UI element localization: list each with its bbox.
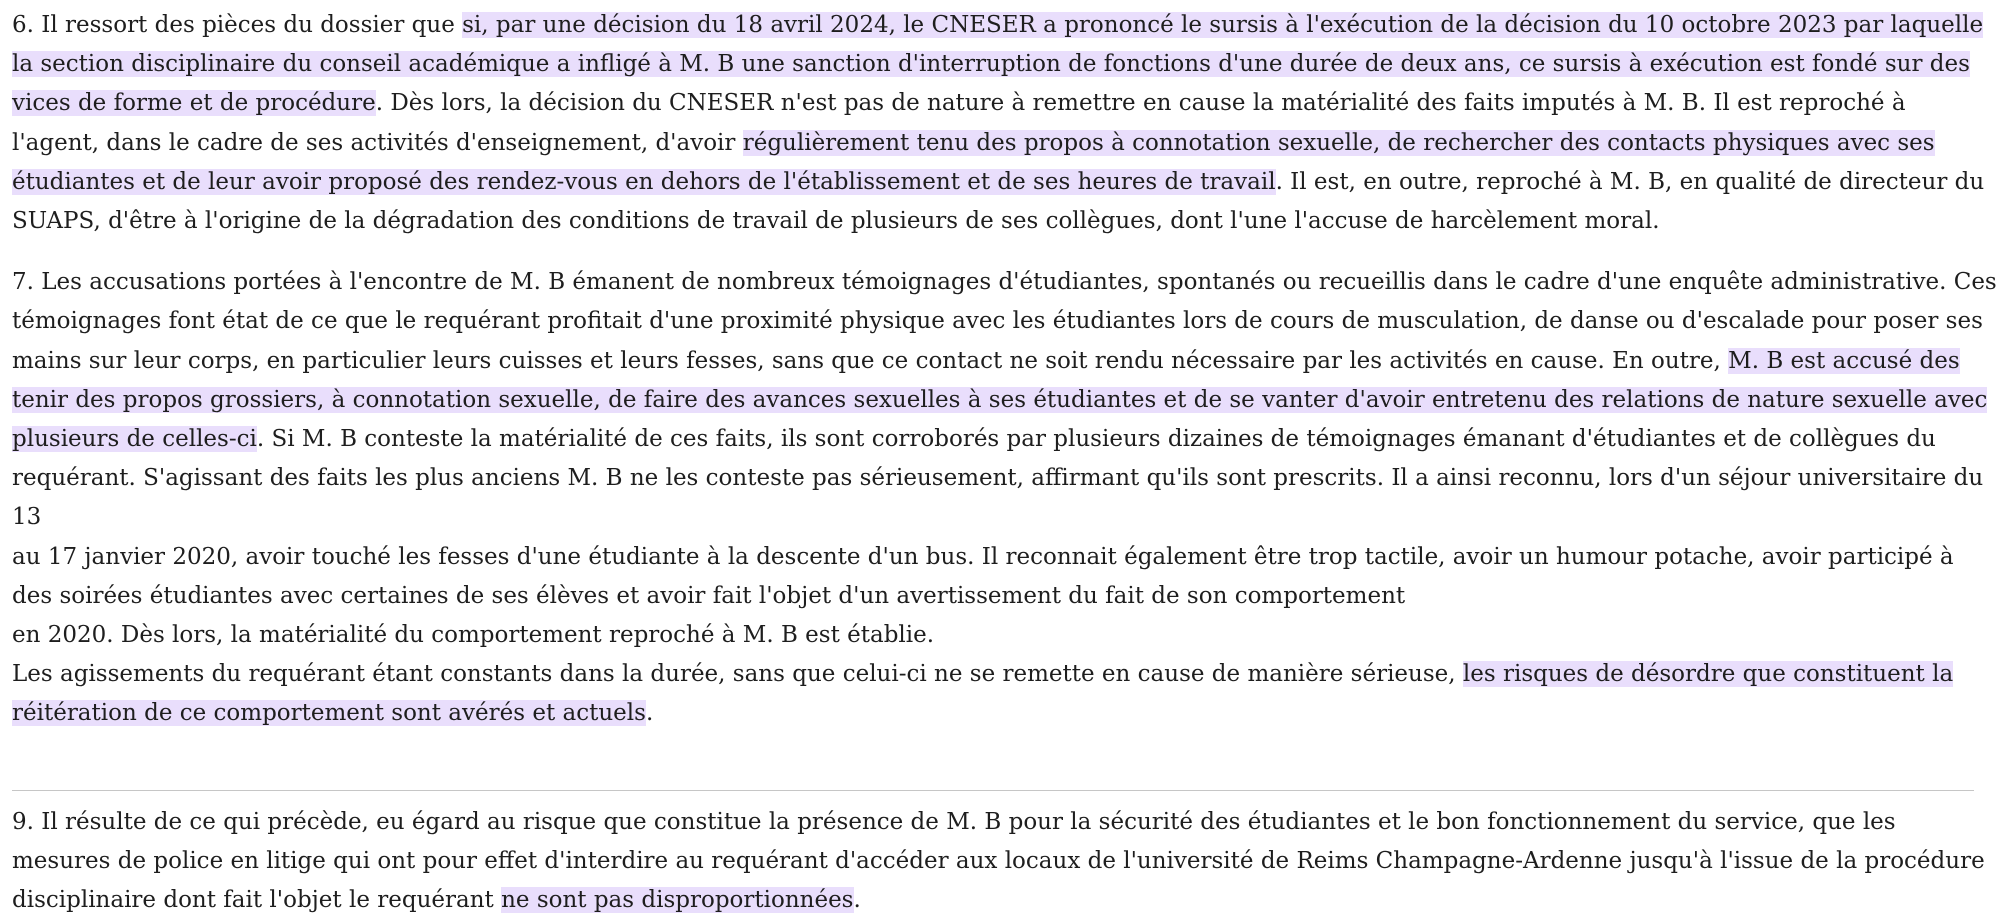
paragraph-7-highlight-1: M. B est accusé des tenir des propos grossiers, à connotation sexuelle, de faire des avances sexuelles à ses étudiantes et de se vanter d'avoir entretenu des relations de nature sexuelle avec plusieurs de celles-ci <box>12 347 1988 453</box>
section-divider <box>12 790 1974 791</box>
paragraph-7-text-3: au 17 janvier 2020, avoir touché les fesses d'une étudiante à la descente d'un bus. Il reconnait également être trop tactile, avoir un humour potache, avoir participé à des soirées étudiantes avec certaines de ses élèves et avoir fait l'objet d'un avertissement du fait de son comportement <box>12 543 1954 609</box>
paragraph-9-text-2: . <box>853 887 861 914</box>
paragraph-6-text-1: 6. Il ressort des pièces du dossier que <box>12 12 463 38</box>
paragraph-6-highlight-1: si, par une décision du 18 avril 2024, le CNESER a prononcé le sursis à l'exécution de la décision du 10 octobre 2023 par laquelle la section disciplinaire du conseil académique a infligé à M. B une sanction d'interruption de fonctions d'une durée de deux ans, ce sursis à exécution est fondé sur des vices de forme et de procédure <box>12 12 1984 117</box>
document-body <box>12 6 1997 734</box>
paragraph-7-text-6: . <box>645 700 654 727</box>
paragraph-9 <box>12 803 1987 921</box>
paragraph-9-highlight-1: ne sont pas disproportionnées <box>501 887 854 914</box>
paragraph-6-text-3: . Il est, en outre, reproché à M. B, en qualité de directeur du SUAPS, d'être à l'origine de la dégradation des conditions de travail de plusieurs de ses collègues, dont l'une l'accuse de harcèlement moral. <box>12 168 1985 235</box>
paragraph-7-text-4: en 2020. Dès lors, la matérialité du comportement reproché à M. B est établie. <box>12 622 935 649</box>
paragraph-9-text-1: 9. Il résulte de ce qui précède, eu égard au risque que constitue la présence de M. B pour la sécurité des étudiantes et le bon fonctionnement du service, que les mesures de police en litige qui ont pour effet d'interdire au requérant d'accéder aux locaux de l'université de Reims Champagne-Ardenne jusqu'à l'issue de la procédure disciplinaire dont fait l'objet le requérant <box>12 809 1985 914</box>
paragraph-7-text-1: 7. Les accusations portées à l'encontre de M. B émanent de nombreux témoignages d'étudiantes, spontanés ou recueillis dans le cadre d'une enquête administrative. Ces témoignages font état de ce que le requérant profitait d'une proximité physique avec les étudiantes lors de cours de musculation, de danse ou d'escalade pour poser ses mains sur leur corps, en particulier leurs cuisses et leurs fesses, sans que ce contact ne soit rendu nécessaire par les activités en cause. En outre, <box>12 269 1997 374</box>
paragraph-6-highlight-2: régulièrement tenu des propos à connotation sexuelle, de rechercher des contacts physiques avec ses étudiantes et de leur avoir proposé des rendez-vous en dehors de l'établissement et de ses heures de travail <box>12 129 1935 195</box>
paragraph-7-text-5: Les agissements du requérant étant constants dans la durée, sans que celui-ci ne se remette en cause de manière sérieuse, <box>12 661 1463 688</box>
paragraph-7-highlight-2: les risques de désordre que constituent la réitération de ce comportement sont avérés et actuels <box>12 661 1954 727</box>
paragraph-7-text-2: . Si M. B conteste la matérialité de ces faits, ils sont corroborés par plusieurs dizaines de témoignages émanant d'étudiantes et de collègues du requérant. S'agissant des faits les plus anciens M. B ne les conteste pas sérieusement, affirmant qu'ils sont prescrits. Il a ainsi reconnu, lors d'un séjour universitaire du 13 <box>12 426 1984 531</box>
paragraph-6-text-2: . Dès lors, la décision du CNESER n'est pas de nature à remettre en cause la matérialité des faits imputés à M. B. Il est reproché à l'agent, dans le cadre de ses activités d'enseignement, d'avoir <box>12 90 1906 156</box>
paragraph-7 <box>12 263 1997 733</box>
paragraph-6 <box>12 6 1997 241</box>
